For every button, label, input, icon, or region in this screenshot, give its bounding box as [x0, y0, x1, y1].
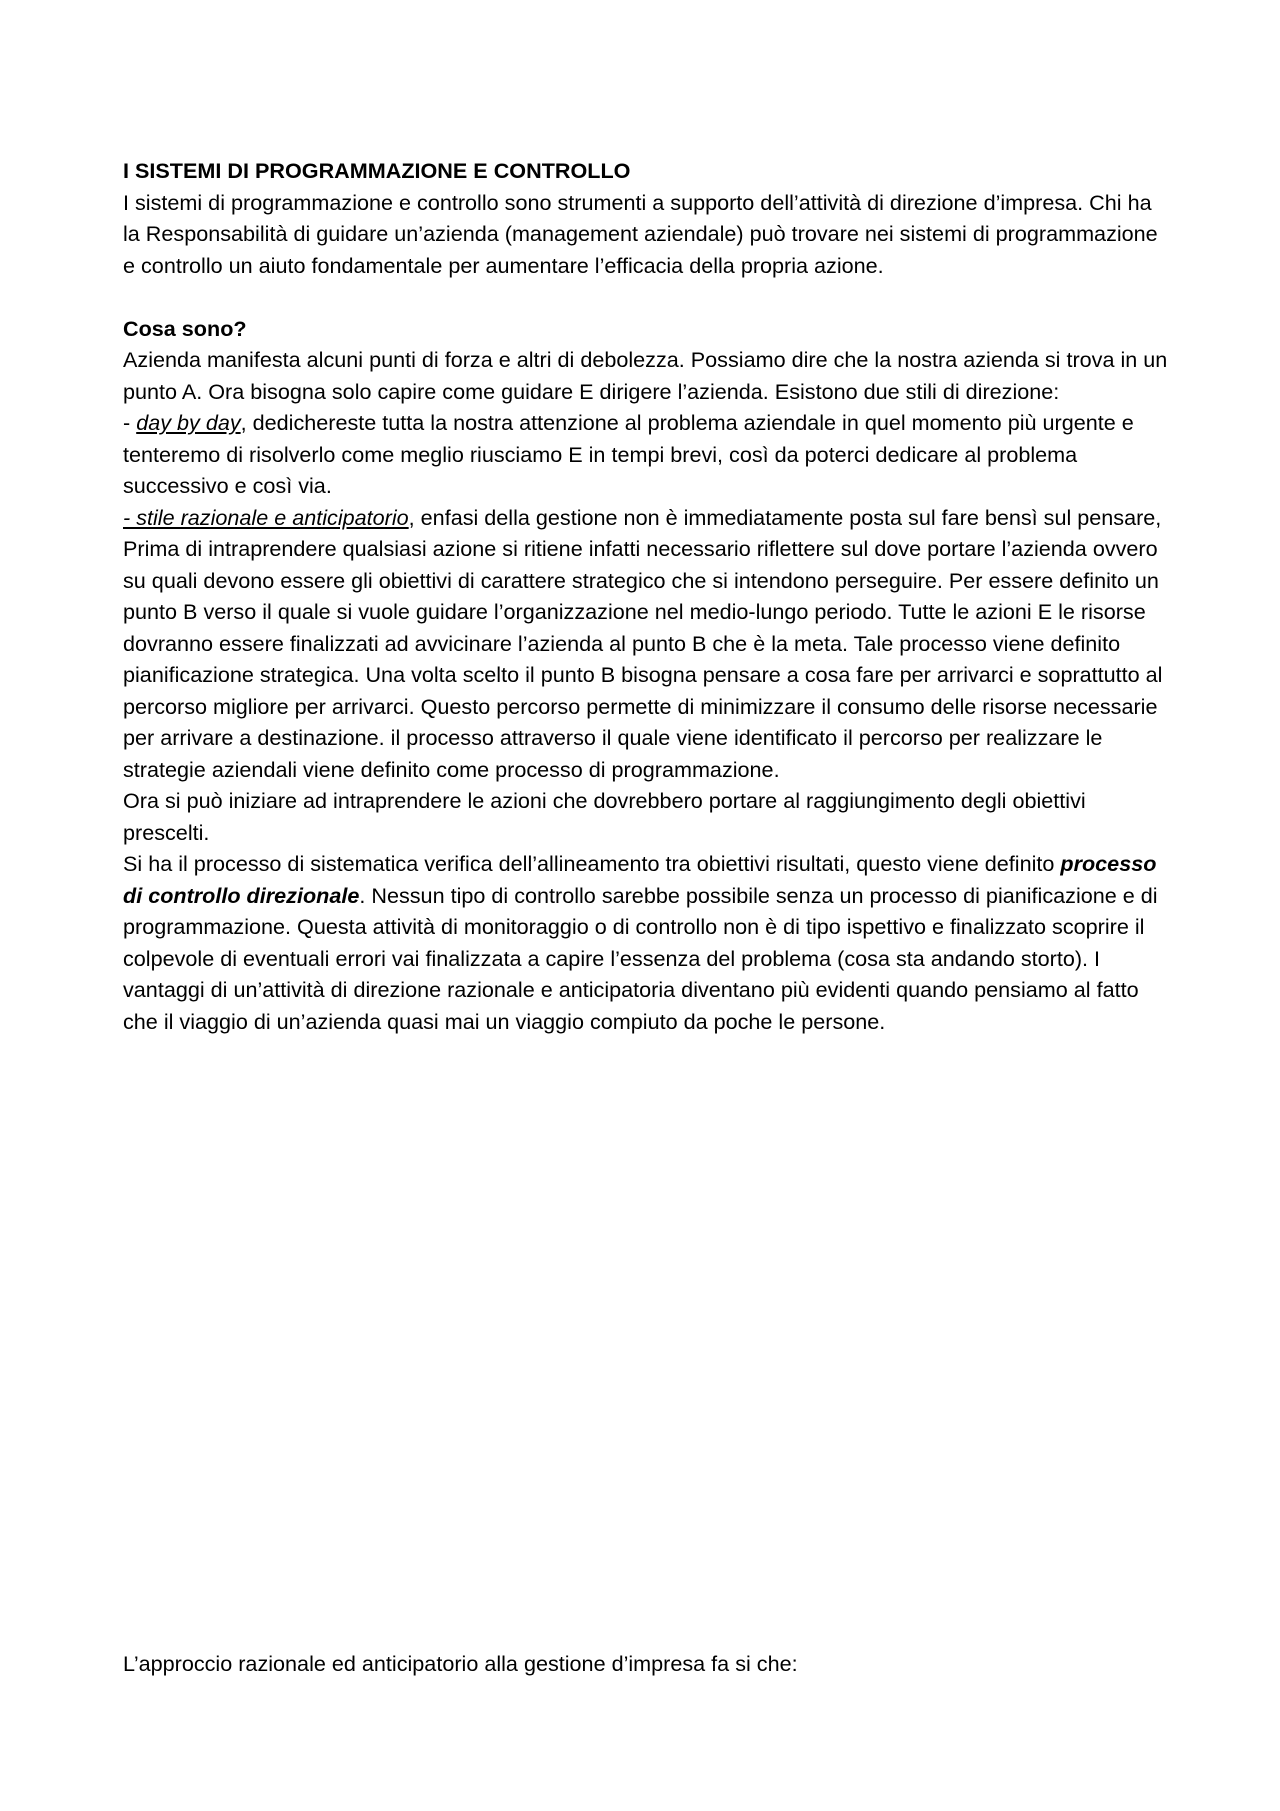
control-text-end: . Nessun tipo di controllo sarebbe possibile senza un processo di pianificazione e di programmazione. Questa attività di monitoraggio o di controllo non è di tipo ispettivo e finalizzato scoprire il colpevole di eventuali errori vai finalizzata a capire l’essenza del problema (cosa sta andando storto). I vantaggi di un’attività di direzione razionale e anticipatoria diventano più evidenti quando pensiamo al fatto che il viaggio di un’azienda quasi mai un viaggio compiuto da poche le persone.	[123, 882, 1158, 1034]
style-description-rational: , enfasi della gestione non è immediatamente posta sul fare bensì sul pensare, Prima di intraprendere qualsiasi azione si ritiene infatti necessario riflettere sul dove portare l’azienda ovvero su quali devono essere gli obiettivi di carattere strategico che si intendono perseguire. Per essere definito un punto B verso il quale si vuole guidare l’organizzazione nel medio-lungo periodo. Tutte le azioni E le risorse dovranno essere finalizzati ad avvicinare l’azienda al punto B che è la meta. Tale processo viene definito pianificazione strategica. Una volta scelto il punto B bisogna pensare a cosa fare per arrivarci e soprattutto al percorso migliore per arrivarci. Questo percorso permette di minimizzare il consumo delle risorse necessarie per arrivare a destinazione. il processo attraverso il quale viene identificato il percorso per realizzare le strategie aziendali viene definito come processo di programmazione.	[123, 504, 1163, 782]
control-text-start: Si ha il processo di sistematica verifica dell’allineamento tra obiettivi risultati, questo viene definito	[123, 851, 1061, 876]
paragraph-actions: Ora si può iniziare ad intraprendere le azioni che dovrebbero portare al raggiungimento degli obiettivi prescelti.	[123, 788, 1086, 845]
style-name-rational: - stile razionale e anticipatorio	[123, 504, 409, 530]
document-body	[123, 155, 1168, 1037]
section-heading: Cosa sono?	[123, 315, 247, 341]
blank-line	[123, 281, 1168, 313]
intro-paragraph: I sistemi di programmazione e controllo sono strumenti a supporto dell’attività di direzione d’impresa. Chi ha la Responsabilità di guidare un’azienda (management aziendale) può trovare nei sistemi di programmazione e controllo un aiuto fondamentale per aumentare l’efficacia della propria azione.	[123, 189, 1158, 278]
style-rational	[123, 502, 1168, 786]
document-title: I SISTEMI DI PROGRAMMAZIONE E CONTROLLO	[123, 158, 631, 183]
list-dash: -	[123, 410, 137, 435]
paragraph-direction-styles: Azienda manifesta alcuni punti di forza e altri di debolezza. Possiamo dire che la nostra azienda si trova in un punto A. Ora bisogna solo capire come guidare E dirigere l’azienda. Esistono due stili di direzione:	[123, 347, 1168, 404]
style-description-day-by-day: , dedichereste tutta la nostra attenzione al problema aziendale in quel momento più urgente e tenteremo di risolverlo come meglio riusciamo E in tempi brevi, così da poterci dedicare al problema successivo e così via.	[123, 410, 1134, 498]
bottom-line: L’approccio razionale ed anticipatorio alla gestione d’impresa fa si che:	[123, 1651, 798, 1676]
control-term: processo di controllo direzionale	[123, 851, 1157, 908]
paragraph-control	[123, 848, 1168, 1037]
style-day-by-day	[123, 407, 1168, 502]
style-name-day-by-day: day by day	[136, 410, 241, 435]
